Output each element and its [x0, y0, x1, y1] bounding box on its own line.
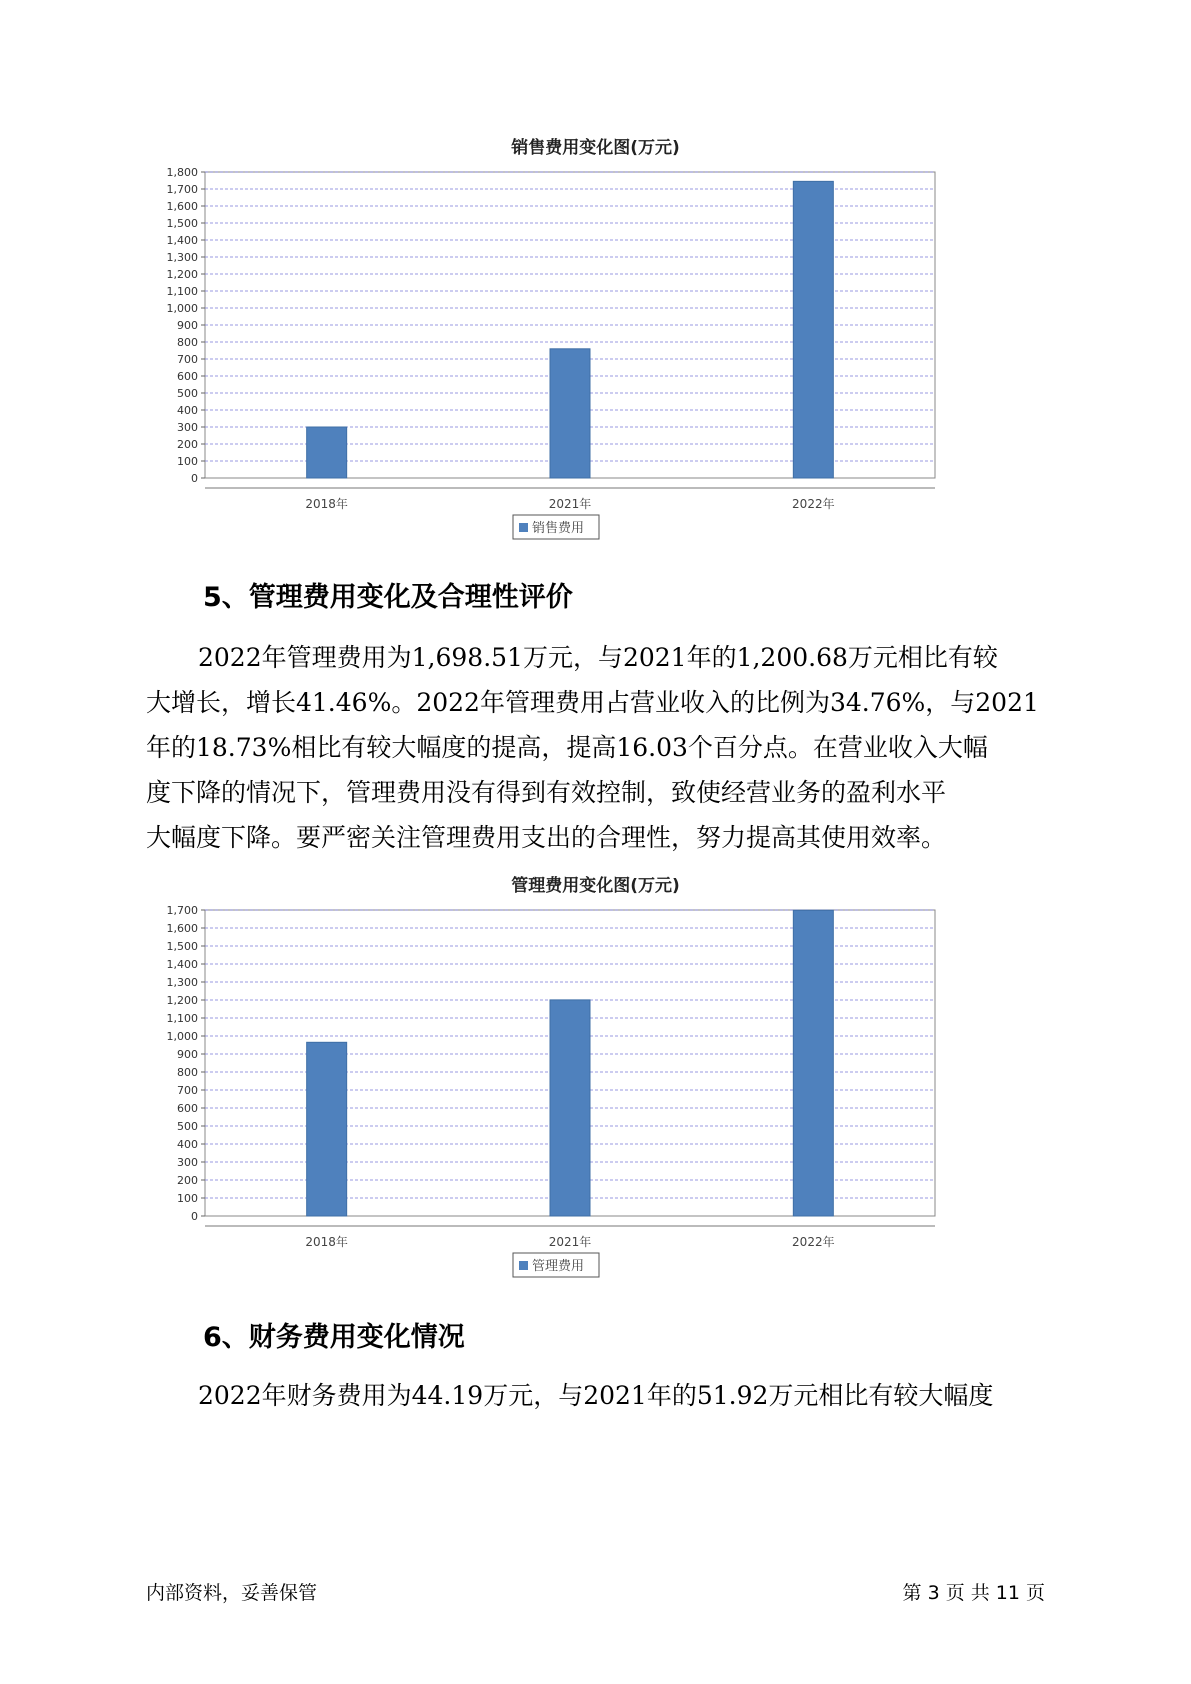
y-tick-label: 1,000 — [166, 1030, 198, 1043]
y-tick-label: 100 — [177, 1192, 198, 1205]
y-tick-label: 0 — [191, 472, 198, 485]
x-tick-label: 2018年 — [305, 497, 348, 511]
bar-2021年 — [550, 1000, 590, 1216]
y-tick-label: 800 — [177, 1066, 198, 1079]
legend-swatch — [519, 523, 528, 532]
y-tick-label: 1,400 — [166, 958, 198, 971]
y-tick-label: 1,100 — [166, 1012, 198, 1025]
y-tick-label: 1,100 — [166, 285, 198, 298]
y-tick-label: 300 — [177, 421, 198, 434]
y-tick-label: 1,400 — [166, 234, 198, 247]
section6-paragraph — [146, 1373, 1046, 1418]
y-tick-label: 700 — [177, 1084, 198, 1097]
sales-expense-chart — [150, 165, 1030, 550]
y-tick-label: 200 — [177, 438, 198, 451]
section5-heading: 5、管理费用变化及合理性评价 — [203, 582, 573, 613]
y-tick-label: 1,600 — [166, 922, 198, 935]
legend-label: 销售费用 — [532, 521, 585, 536]
y-tick-label: 700 — [177, 353, 198, 366]
paragraph-line: 2022年财务费用为44.19万元，与2021年的51.92万元相比有较大幅度 — [198, 1381, 994, 1410]
footer-note: 内部资料，妥善保管 — [146, 1582, 318, 1604]
y-tick-label: 1,200 — [166, 268, 198, 281]
y-tick-label: 500 — [177, 1120, 198, 1133]
y-tick-label: 1,600 — [166, 200, 198, 213]
y-tick-label: 800 — [177, 336, 198, 349]
chart-legend — [513, 515, 599, 539]
x-tick-label: 2021年 — [548, 1235, 592, 1249]
management-expense-chart — [150, 903, 1030, 1288]
y-tick-label: 1,500 — [166, 940, 198, 953]
y-tick-label: 1,300 — [166, 976, 198, 989]
paragraph-line: 大幅度下降。要严密关注管理费用支出的合理性，努力提高其使用效率。 — [146, 823, 947, 852]
paragraph-line: 大增长，增长41.46%。2022年管理费用占营业收入的比例为34.76%，与2021 — [146, 688, 1039, 717]
y-tick-label: 600 — [177, 370, 198, 383]
chart2-title: 管理费用变化图(万元) — [511, 876, 680, 896]
x-tick-label: 2021年 — [548, 497, 592, 511]
x-tick-label: 2022年 — [792, 497, 835, 511]
chart-legend — [513, 1253, 599, 1277]
y-tick-label: 0 — [191, 1210, 198, 1223]
y-tick-label: 1,300 — [166, 251, 198, 264]
section6-heading: 6、财务费用变化情况 — [203, 1322, 465, 1353]
y-tick-label: 500 — [177, 387, 198, 400]
x-tick-label: 2022年 — [792, 1235, 835, 1249]
y-tick-label: 100 — [177, 455, 198, 468]
paragraph-line: 年的18.73%相比有较大幅度的提高，提高16.03个百分点。在营业收入大幅 — [146, 733, 988, 762]
y-tick-label: 600 — [177, 1102, 198, 1115]
y-tick-label: 1,700 — [166, 904, 198, 917]
legend-label: 管理费用 — [532, 1259, 585, 1274]
y-tick-label: 900 — [177, 319, 198, 332]
y-tick-label: 1,500 — [166, 217, 198, 230]
y-tick-label: 200 — [177, 1174, 198, 1187]
bar-2018年 — [307, 427, 347, 478]
page-number: 第 3 页 共 11 页 — [902, 1582, 1045, 1604]
bar-2021年 — [550, 349, 590, 478]
legend-swatch — [519, 1261, 528, 1270]
bar-2022年 — [793, 910, 833, 1216]
bar-2018年 — [307, 1042, 347, 1216]
paragraph-line: 度下降的情况下，管理费用没有得到有效控制，致使经营业务的盈利水平 — [146, 778, 947, 807]
y-tick-label: 400 — [177, 1138, 198, 1151]
y-tick-label: 900 — [177, 1048, 198, 1061]
y-tick-label: 300 — [177, 1156, 198, 1169]
y-tick-label: 1,200 — [166, 994, 198, 1007]
y-tick-label: 1,000 — [166, 302, 198, 315]
x-tick-label: 2018年 — [305, 1235, 348, 1249]
section5-paragraph — [146, 635, 1046, 860]
y-tick-label: 1,700 — [166, 183, 198, 196]
y-tick-label: 1,800 — [166, 166, 198, 179]
paragraph-line: 2022年管理费用为1,698.51万元，与2021年的1,200.68万元相比有较 — [198, 643, 998, 672]
bar-2022年 — [793, 181, 833, 478]
chart1-title: 销售费用变化图(万元) — [511, 138, 680, 158]
y-tick-label: 400 — [177, 404, 198, 417]
